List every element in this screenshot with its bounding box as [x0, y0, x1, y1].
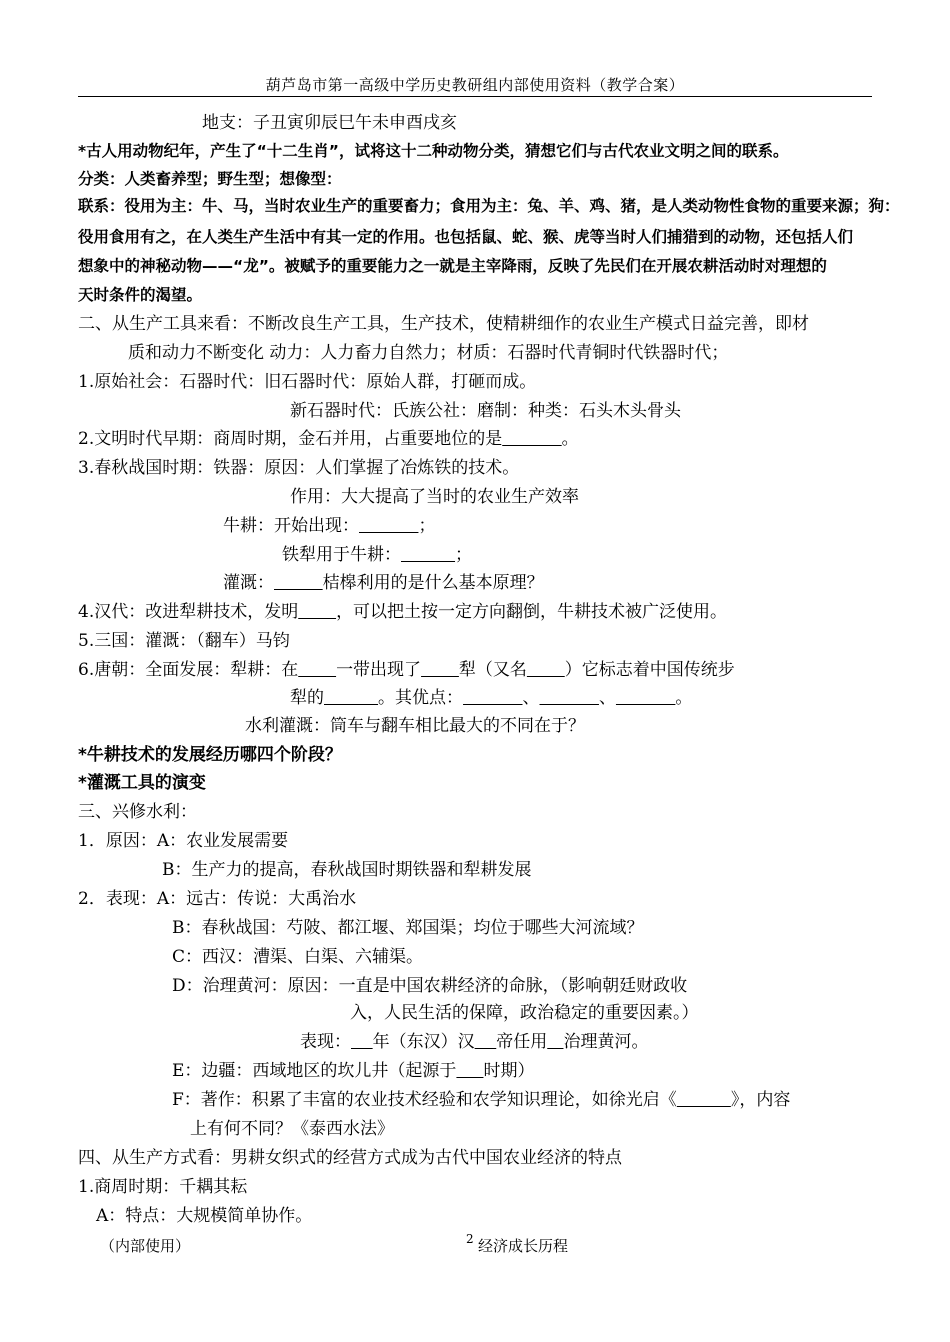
fill-blank[interactable] [401, 545, 455, 565]
text-line: 2．表现：A：远古：传说：大禹治水 [78, 889, 357, 909]
page-number: 2 [466, 1232, 474, 1246]
fill-blank[interactable] [475, 1032, 497, 1052]
text-line: 新石器时代：氏族公社：磨制：种类：石头木头骨头 [290, 401, 681, 421]
fill-blank[interactable] [298, 602, 336, 622]
text-line: 役用食用有之，在人类生产生活中有其一定的作用。也包括鼠、蛇、猴、虎等当时人们捕猎到的动物，还包括人们 [78, 228, 854, 246]
text-line: 入，人民生活的保障，政治稳定的重要因素。） [350, 1003, 699, 1023]
text-line: 作用：大大提高了当时的农业生产效率 [290, 487, 579, 507]
fill-blank[interactable] [463, 688, 522, 708]
text-line: 4.汉代：改进犁耕技术，发明 ，可以把土按一定方向翻倒，牛耕技术被广泛使用。 [78, 602, 728, 622]
text-line: 水利灌溉：筒车与翻车相比最大的不同在于？ [245, 716, 585, 736]
text-line: *牛耕技术的发展经历哪四个阶段？ [78, 745, 342, 765]
page-header: 葫芦岛市第一高级中学历史教研组内部使用资料（教学合案） [265, 76, 685, 94]
text-line: B：春秋战国：芍陂、都江堰、郑国渠；均位于哪些大河流域？ [172, 918, 644, 938]
fill-blank[interactable] [677, 1090, 731, 1110]
text-line: 想象中的神秘动物——“龙”。被赋予的重要能力之一就是主宰降雨，反映了先民们在开展农耕活动时对理想的 [78, 257, 827, 275]
fill-blank[interactable] [298, 660, 336, 680]
text-line: 质和动力不断变化 动力：人力畜力自然力；材质：石器时代青铜时代铁器时代； [128, 343, 729, 363]
text-line: B：生产力的提高，春秋战国时期铁器和犁耕发展 [162, 860, 532, 880]
fill-blank[interactable] [527, 660, 565, 680]
footer-right: 经济成长历程 [478, 1237, 569, 1255]
fill-blank[interactable] [616, 688, 675, 708]
text-line: 6.唐朝：全面发展：犁耕：在 一带出现了 犁（又名 ）它标志着中国传统步 [78, 660, 735, 680]
text-line: 二、从生产工具来看：不断改良生产工具，生产技术，使精耕细作的农业生产模式日益完善，即材 [78, 314, 809, 334]
fill-blank[interactable] [421, 660, 459, 680]
footer-left: （内部使用） [100, 1237, 191, 1255]
text-line: 三、兴修水利： [78, 802, 197, 822]
text-line: 1.商周时期：千耦其耘 [78, 1177, 248, 1197]
text-line: *古人用动物纪年，产生了“十二生肖”，试将这十二种动物分类，猜想它们与古代农业文明之间的联系。 [78, 142, 789, 160]
text-line: 四、从生产方式看：男耕女织式的经营方式成为古代中国农业经济的特点 [78, 1148, 622, 1168]
text-line: *灌溉工具的演变 [78, 773, 206, 793]
text-line: 灌溉： 桔槔利用的是什么基本原理？ [223, 573, 544, 593]
text-line: 天时条件的渴望。 [78, 286, 203, 304]
text-line: D：治理黄河：原因：一直是中国农耕经济的命脉，（影响朝廷财政收 [172, 976, 688, 996]
text-line: 1.原始社会：石器时代：旧石器时代：原始人群，打砸而成。 [78, 372, 537, 392]
fill-blank[interactable] [359, 516, 418, 536]
text-line: 牛耕：开始出现： ； [223, 516, 436, 536]
text-line: 5.三国：灌溉：（翻车）马钧 [78, 631, 290, 651]
fill-blank[interactable] [351, 1032, 373, 1052]
text-line: 地支：子丑寅卯辰巳午未申酉戌亥 [202, 113, 457, 133]
text-line: C：西汉：漕渠、白渠、六辅渠。 [172, 947, 424, 967]
fill-blank[interactable] [274, 573, 323, 593]
text-line: E：边疆：西域地区的坎儿井（起源于 时期） [172, 1061, 535, 1081]
text-line: 联系：役用为主：牛、马，当时农业生产的重要畜力；食用为主：兔、羊、鸡、猪，是人类动物性食物的重要来源；狗： [78, 197, 900, 215]
text-line: F：著作：积累了丰富的农业技术经验和农学知识理论，如徐光启《 》，内容 [172, 1090, 791, 1110]
header-rule [78, 96, 872, 97]
text-line: 3.春秋战国时期：铁器：原因：人们掌握了冶炼铁的技术。 [78, 458, 520, 478]
fill-blank[interactable] [456, 1061, 483, 1081]
fill-blank[interactable] [540, 688, 599, 708]
fill-blank[interactable] [502, 429, 561, 449]
text-line: 分类：人类畜养型；野生型；想像型： [78, 170, 342, 188]
fill-blank[interactable] [547, 1032, 563, 1052]
text-line: A：特点：大规模简单协作。 [96, 1206, 313, 1226]
text-line: 犁的 。其优点： 、 、 。 [290, 688, 693, 708]
text-line: 1．原因：A：农业发展需要 [78, 831, 289, 851]
text-line: 2.文明时代早期：商周时期，金石并用，占重要地位的是 。 [78, 429, 579, 449]
text-line: 表现： 年（东汉）汉 帝任用 治理黄河。 [300, 1032, 649, 1052]
text-line: 铁犁用于牛耕： ； [282, 545, 473, 565]
text-line: 上有何不同？《泰西水法》 [190, 1119, 394, 1139]
fill-blank[interactable] [324, 688, 378, 708]
